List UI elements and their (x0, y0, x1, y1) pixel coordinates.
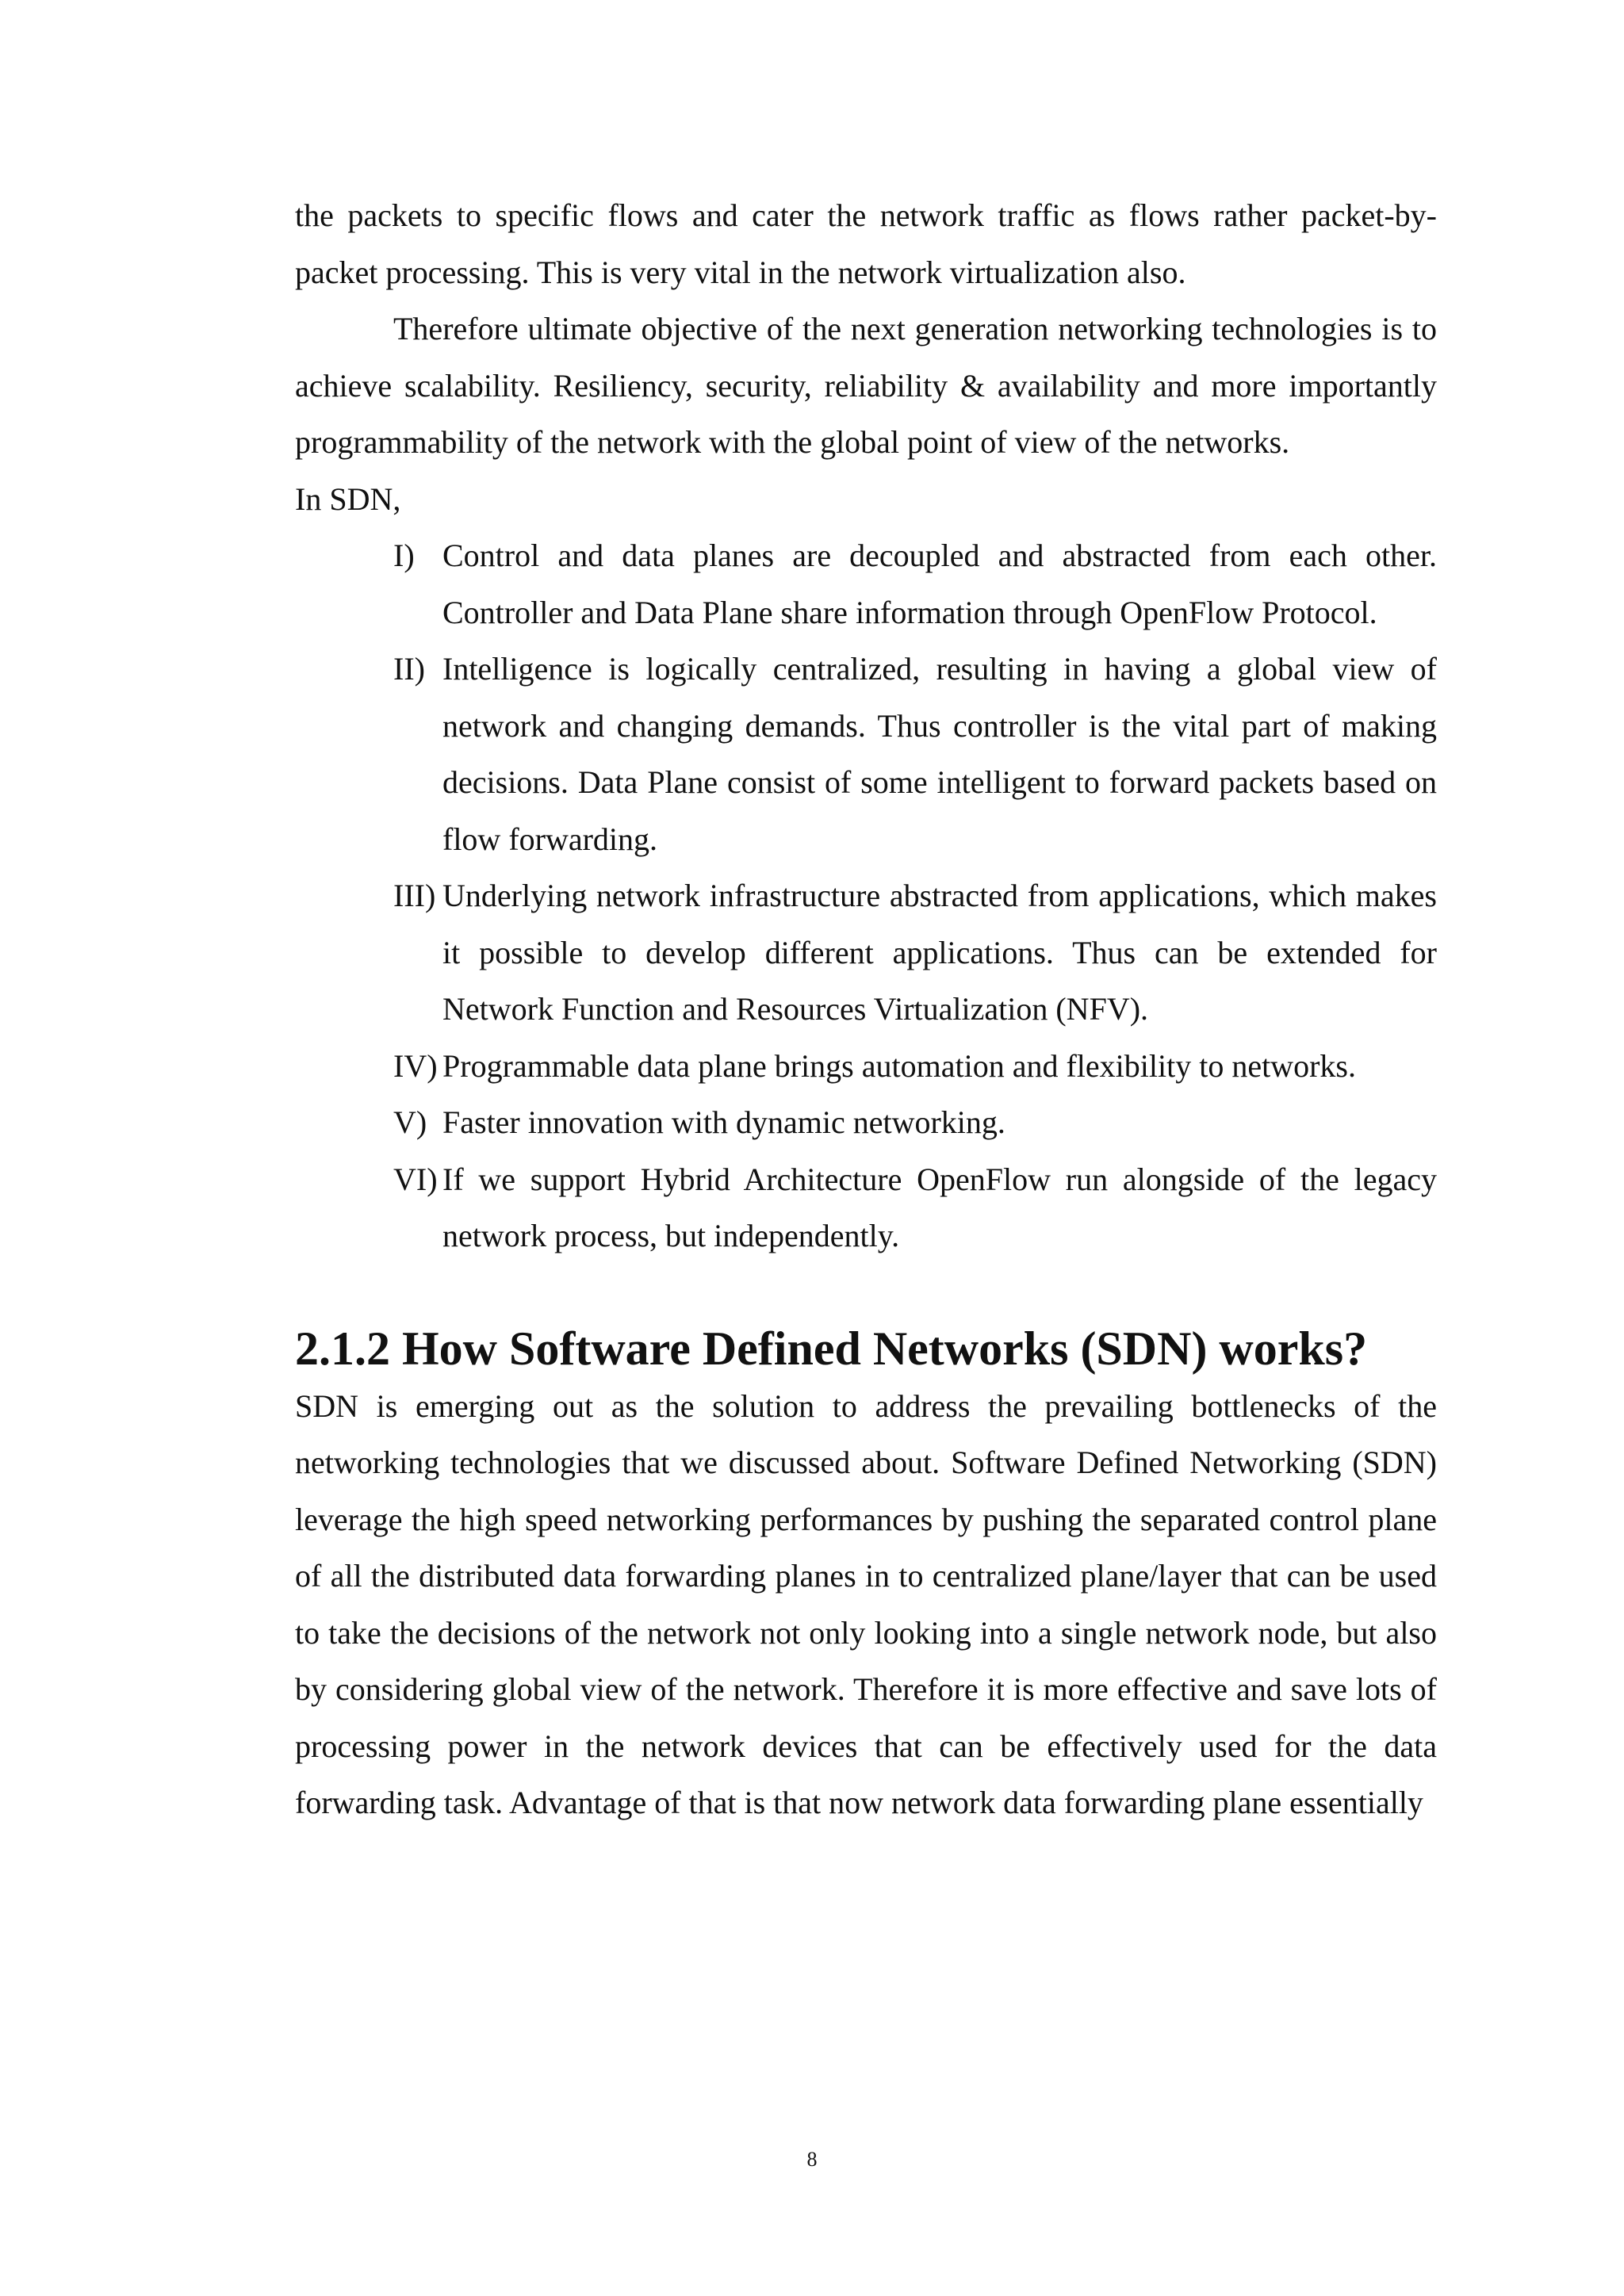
list-marker-i: I) (393, 538, 415, 573)
page-content (295, 187, 1437, 1831)
paragraph-sdn-works: SDN is emerging out as the solution to address the prevailing bottlenecks of the networking technologies that we discussed about. Software Defined Networking (SDN) leverage the high speed networking performances by pushing the separated control plane of all the distributed data forwarding planes in to centralized plane/layer that can be used to take the decisions of the network not only looking into a single network node, but also by considering global view of the network. Therefore it is more effective and save lots of processing power in the network devices that can be effectively used for the data forwarding task. Advantage of that is that now network data forwarding plane essentially (295, 1387, 1437, 1820)
list-text-i: Control and data planes are decoupled and abstracted from each other. Controller and Data Plane share information through OpenFlow Protocol. (442, 538, 1437, 630)
list-marker-ii: II) (393, 651, 425, 687)
list-item-iv (393, 1038, 1437, 1095)
list-text-iv: Programmable data plane brings automation and flexibility to networks. (442, 1047, 1356, 1084)
list-marker-v: V) (393, 1104, 427, 1140)
list-item-ii (393, 641, 1437, 867)
sdn-feature-list (295, 527, 1437, 1265)
list-text-v: Faster innovation with dynamic networking. (442, 1104, 1005, 1140)
list-text-ii: Intelligence is logically centralized, resulting in having a global view of network and changing demands. Thus controller is the vital part of making decisions. Data Plane consist of some intelligent to forward packets based on flow forwarding. (442, 651, 1437, 857)
list-text-iii: Underlying network infrastructure abstracted from applications, which makes it possible to develop different applications. Thus can be extended for Network Function and Resources Virtualization (NFV). (442, 878, 1437, 1027)
paragraph-packet-processing: the packets to specific flows and cater the network traffic as flows rather packet-by-packet processing. This is very vital in the network virtualization also. (295, 197, 1437, 290)
list-marker-iii: III) (393, 878, 436, 913)
list-text-vi: If we support Hybrid Architecture OpenFlow run alongside of the legacy network process, but independently. (442, 1161, 1437, 1253)
section-spacer (295, 1265, 1437, 1322)
sdn-list-intro: In SDN, (295, 480, 401, 517)
list-marker-vi: VI) (393, 1161, 438, 1197)
paragraph-next-generation-objective: Therefore ultimate objective of the next generation networking technologies is to achieve scalability. Resiliency, security, reliability & availability and more importantly programmability of the network with the global point of view of the networks. (295, 311, 1437, 460)
list-item-vi (393, 1151, 1437, 1265)
list-marker-iv: IV) (393, 1047, 438, 1084)
section-heading: 2.1.2 How Software Defined Networks (SDN) works? (295, 1322, 1368, 1375)
list-item-v (393, 1094, 1437, 1151)
list-item-iii (393, 867, 1437, 1038)
page-number: 8 (806, 2148, 818, 2171)
list-item-i (393, 527, 1437, 641)
